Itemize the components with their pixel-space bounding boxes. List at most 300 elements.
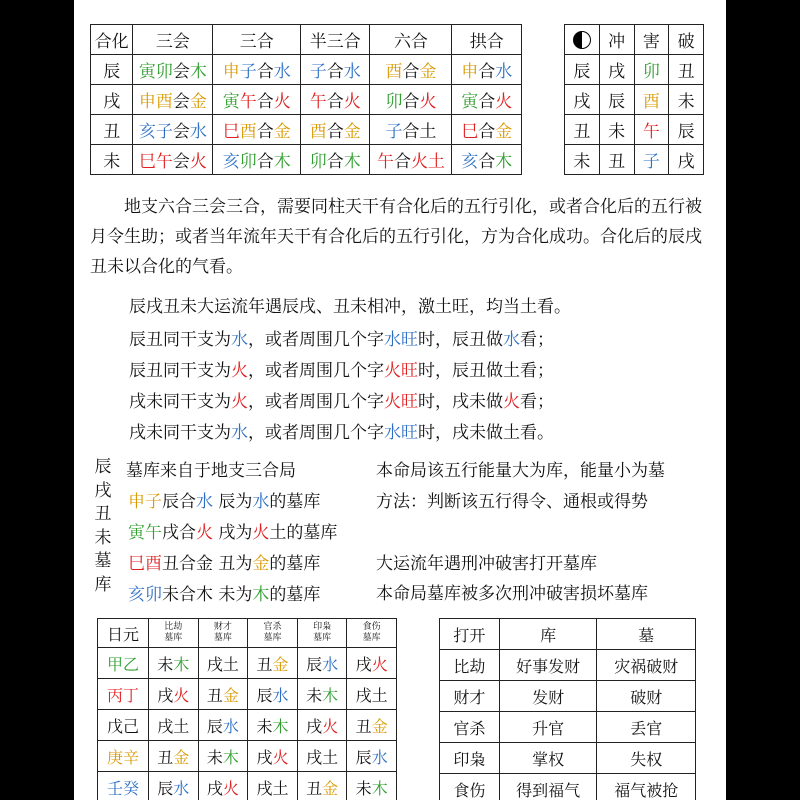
rule-line xyxy=(129,387,554,412)
he-hua-cell xyxy=(452,55,522,85)
he-hua-part: 丑 xyxy=(103,122,121,142)
he-hua-part: 会 xyxy=(172,92,190,112)
riyuan-cell xyxy=(98,772,149,800)
he-hua-cell xyxy=(91,115,133,145)
chong-row xyxy=(565,55,704,85)
chong-part: 辰 xyxy=(573,62,591,82)
chong-part: 午 xyxy=(642,122,660,142)
chong-cell xyxy=(634,115,669,145)
he-hua-cell xyxy=(300,55,370,85)
right-black-border xyxy=(726,0,800,800)
rule-part: 火旺 xyxy=(384,361,418,381)
riyuan-header-text: 墓库 xyxy=(313,633,332,643)
riyuan-part: 辰 xyxy=(256,685,273,705)
he-hua-part: 火 xyxy=(343,92,361,112)
he-hua-cell xyxy=(213,55,300,85)
riyuan-part: 甲乙 xyxy=(106,654,139,674)
he-hua-part: 火土 xyxy=(410,152,445,172)
riyuan-part: 金 xyxy=(322,778,339,798)
muku-part: 木 xyxy=(252,585,270,605)
muku-line xyxy=(128,580,320,605)
riyuan-part: 金 xyxy=(272,654,289,674)
he-hua-cell xyxy=(452,85,522,115)
riyuan-header-cell xyxy=(248,619,298,648)
rule-part: 看； xyxy=(520,392,554,412)
note-1: 本命局该五行能量大为库，能量小为墓 xyxy=(376,461,665,481)
rule-line xyxy=(129,325,554,350)
riyuan-part: 火 xyxy=(322,716,339,736)
he-hua-part: 申 xyxy=(222,62,240,82)
chong-cell xyxy=(634,85,669,115)
he-hua-part: 水 xyxy=(189,122,207,142)
he-hua-cell xyxy=(452,115,522,145)
riyuan-part: 辰 xyxy=(306,654,323,674)
riyuan-cell xyxy=(248,741,298,772)
he-hua-part: 酉 xyxy=(385,62,403,82)
he-hua-part: 酉 xyxy=(239,122,257,142)
he-hua-header-cell: 合化 xyxy=(91,25,133,55)
riyuan-row xyxy=(98,710,397,741)
riyuan-cell xyxy=(198,710,248,741)
he-hua-part: 木 xyxy=(273,152,291,172)
riyuan-header-text: 比劫 xyxy=(164,622,183,632)
he-hua-part: 合土 xyxy=(402,122,437,142)
chong-cell xyxy=(599,85,634,115)
chong-part: 未 xyxy=(677,92,695,112)
riyuan-cell xyxy=(297,710,347,741)
riyuan-cell xyxy=(149,772,199,800)
chong-cell xyxy=(669,55,704,85)
vertical-char: 辰 xyxy=(94,457,112,477)
riyuan-cell xyxy=(198,679,248,710)
chong-cell xyxy=(634,145,669,175)
he-hua-part: 亥 xyxy=(222,152,240,172)
open-row xyxy=(440,650,696,681)
he-hua-part: 午 xyxy=(239,92,257,112)
riyuan-header-cell xyxy=(198,619,248,648)
rule-part: 水旺 xyxy=(384,423,418,443)
riyuan-cell xyxy=(297,741,347,772)
yin-yang-icon xyxy=(573,31,591,49)
riyuan-cell xyxy=(347,679,397,710)
he-hua-part: 金 xyxy=(419,62,437,82)
open-cell: 破财 xyxy=(597,681,696,712)
riyuan-header-text: 财才 xyxy=(213,622,232,632)
he-hua-cell xyxy=(91,145,133,175)
he-hua-part: 卯 xyxy=(385,92,403,112)
riyuan-part: 未 xyxy=(256,716,273,736)
rule-part: 时，戌未做 xyxy=(418,392,503,412)
rule-part: 水 xyxy=(503,330,520,350)
he-hua-part: 午 xyxy=(309,92,327,112)
he-hua-part: 申 xyxy=(461,62,479,82)
riyuan-part: 戌土 xyxy=(206,654,239,674)
muku-part: 丑为 xyxy=(213,554,253,574)
chong-row xyxy=(565,115,704,145)
he-hua-row xyxy=(91,115,522,145)
he-hua-part: 水 xyxy=(495,62,513,82)
open-row xyxy=(440,743,696,774)
he-hua-part: 合 xyxy=(256,62,274,82)
he-hua-part: 火 xyxy=(495,92,513,112)
riyuan-cell xyxy=(149,741,199,772)
riyuan-part: 木 xyxy=(222,747,239,767)
he-hua-header-cell: 拱合 xyxy=(452,25,522,55)
riyuan-part: 金 xyxy=(173,747,190,767)
muku-part: 巳酉 xyxy=(128,554,162,574)
open-cell: 财才 xyxy=(440,681,500,712)
riyuan-part: 戌 xyxy=(306,716,323,736)
chong-part: 丑 xyxy=(573,122,591,142)
riyuan-cell xyxy=(297,648,347,679)
riyuan-row xyxy=(98,648,397,679)
chong-part: 丑 xyxy=(608,152,626,172)
riyuan-part: 戊己 xyxy=(106,716,139,736)
riyuan-part: 戌 xyxy=(355,654,372,674)
rule-line xyxy=(129,356,554,381)
riyuan-header-text: 墓库 xyxy=(362,633,381,643)
open-cell: 食伤 xyxy=(440,774,500,800)
vertical-label xyxy=(92,456,114,597)
riyuan-part: 木 xyxy=(272,716,289,736)
muku-part: 的墓库 xyxy=(269,554,321,574)
open-cell: 发财 xyxy=(499,681,597,712)
vertical-char: 未 xyxy=(94,527,112,548)
he-hua-part: 合 xyxy=(478,152,496,172)
he-hua-part: 合 xyxy=(326,92,344,112)
he-hua-part: 木 xyxy=(189,62,207,82)
chong-header-cell: 害 xyxy=(634,25,669,55)
muku-part: 未合木 xyxy=(162,585,213,605)
he-hua-part: 金 xyxy=(343,122,361,142)
open-cell: 失权 xyxy=(597,743,696,774)
he-hua-part: 辰 xyxy=(103,62,121,82)
note-3: 大运流年遇刑冲破害打开墓库 xyxy=(376,554,597,574)
riyuan-cell xyxy=(248,679,298,710)
vertical-char: 库 xyxy=(94,574,112,595)
chong-part: 未 xyxy=(608,122,626,142)
he-hua-part: 木 xyxy=(343,152,361,172)
he-hua-cell xyxy=(213,115,300,145)
vertical-char: 丑 xyxy=(94,504,112,524)
he-hua-part: 寅 xyxy=(222,92,240,112)
chong-cell xyxy=(565,55,600,85)
riyuan-cell xyxy=(347,772,397,800)
chong-cell xyxy=(669,85,704,115)
chong-cell xyxy=(599,55,634,85)
he-hua-part: 戌 xyxy=(103,92,121,112)
he-hua-part: 酉 xyxy=(309,122,327,142)
chong-cell xyxy=(565,115,600,145)
he-hua-cell xyxy=(133,115,213,145)
he-hua-part: 会 xyxy=(172,122,190,142)
he-hua-part: 巳 xyxy=(461,122,479,142)
he-hua-part: 子 xyxy=(309,62,327,82)
muku-line xyxy=(128,549,320,574)
he-hua-header-cell: 三会 xyxy=(133,25,213,55)
riyuan-part: 火 xyxy=(173,685,190,705)
riyuan-cell xyxy=(149,679,199,710)
he-hua-part: 火 xyxy=(273,92,291,112)
riyuan-row xyxy=(98,679,397,710)
riyuan-part: 戌土 xyxy=(355,685,388,705)
he-hua-part: 木 xyxy=(495,152,513,172)
riyuan-cell xyxy=(297,679,347,710)
he-hua-part: 合 xyxy=(326,62,344,82)
open-header-cell: 墓 xyxy=(597,619,696,650)
riyuan-part: 水 xyxy=(222,716,239,736)
chong-part: 未 xyxy=(573,152,591,172)
riyuan-part: 丑 xyxy=(206,685,223,705)
riyuan-part: 未 xyxy=(355,778,372,798)
riyuan-row xyxy=(98,741,397,772)
riyuan-row xyxy=(98,772,397,800)
he-hua-header-cell: 三合 xyxy=(213,25,300,55)
rule-part: 水旺 xyxy=(384,330,418,350)
he-hua-cell xyxy=(133,85,213,115)
riyuan-cell xyxy=(149,648,199,679)
riyuan-header-text: 官杀 xyxy=(263,622,282,632)
chong-cell xyxy=(599,115,634,145)
he-hua-part: 寅 xyxy=(461,92,479,112)
open-table xyxy=(439,618,696,800)
rule-part: 时，辰丑做土看； xyxy=(418,361,554,381)
riyuan-part: 未 xyxy=(206,747,223,767)
chong-cell xyxy=(669,115,704,145)
chong-part: 酉 xyxy=(642,92,660,112)
chong-header-cell: 冲 xyxy=(599,25,634,55)
he-hua-header-cell: 半三合 xyxy=(300,25,370,55)
riyuan-header-text: 墓库 xyxy=(164,633,183,643)
rule-part: 水 xyxy=(231,423,248,443)
riyuan-part: 丑 xyxy=(355,716,372,736)
riyuan-part: 火 xyxy=(272,747,289,767)
chong-part: 卯 xyxy=(642,62,660,82)
chong-part: 戌 xyxy=(608,62,626,82)
he-hua-part: 卯 xyxy=(239,152,257,172)
left-black-border xyxy=(0,0,74,800)
open-cell: 官杀 xyxy=(440,712,500,743)
he-hua-part: 合 xyxy=(478,62,496,82)
open-cell: 好事发财 xyxy=(499,650,597,681)
rule-part: 辰丑同干支为 xyxy=(129,361,231,381)
riyuan-part: 戌土 xyxy=(157,716,190,736)
chong-hai-po-table xyxy=(564,24,704,175)
he-hua-part: 亥 xyxy=(461,152,479,172)
muku-part: 水 xyxy=(252,492,270,512)
riyuan-cell xyxy=(98,648,149,679)
open-cell: 比劫 xyxy=(440,650,500,681)
muku-part: 辰为 xyxy=(213,492,253,512)
rule-part: 看； xyxy=(520,330,554,350)
riyuan-part: 戌 xyxy=(157,685,174,705)
he-hua-part: 合 xyxy=(256,92,274,112)
open-cell: 灾祸破财 xyxy=(597,650,696,681)
document-page xyxy=(74,0,726,800)
riyuan-part: 水 xyxy=(322,654,339,674)
he-hua-part: 火 xyxy=(189,152,207,172)
muku-part: 土的墓库 xyxy=(269,523,338,543)
open-header-cell: 库 xyxy=(499,619,597,650)
note-4: 本命局墓库被多次刑冲破害损坏墓库 xyxy=(376,584,648,604)
he-hua-part: 合 xyxy=(256,122,274,142)
muku-part: 丑合金 xyxy=(162,554,213,574)
he-hua-part: 合 xyxy=(478,92,496,112)
he-hua-part: 合 xyxy=(326,152,344,172)
riyuan-part: 辰 xyxy=(157,778,174,798)
riyuan-part: 戌 xyxy=(256,747,273,767)
riyuan-cell xyxy=(297,772,347,800)
chong-part: 辰 xyxy=(608,92,626,112)
riyuan-cell xyxy=(98,679,149,710)
he-hua-cell xyxy=(213,85,300,115)
rule-part: 火 xyxy=(503,392,520,412)
riyuan-part: 水 xyxy=(371,747,388,767)
he-hua-part: 合 xyxy=(402,92,420,112)
riyuan-part: 木 xyxy=(173,654,190,674)
he-hua-cell xyxy=(370,115,452,145)
rule-line xyxy=(129,418,554,443)
rule-part: ，或者周围几个字 xyxy=(248,361,384,381)
riyuan-part: 火 xyxy=(371,654,388,674)
he-hua-cell xyxy=(300,85,370,115)
riyuan-part: 丑 xyxy=(306,778,323,798)
chong-cell xyxy=(599,145,634,175)
muku-part: 水 xyxy=(196,492,213,512)
open-header-cell: 打开 xyxy=(440,619,500,650)
riyuan-part: 金 xyxy=(371,716,388,736)
chong-part: 戌 xyxy=(677,152,695,172)
open-row xyxy=(440,774,696,800)
muku-line xyxy=(128,487,320,512)
muku-part: 的墓库 xyxy=(269,585,321,605)
he-hua-part: 水 xyxy=(273,62,291,82)
he-hua-part: 亥子 xyxy=(138,122,173,142)
he-hua-part: 子 xyxy=(239,62,257,82)
riyuan-cell xyxy=(347,710,397,741)
riyuan-header-cell xyxy=(347,619,397,648)
he-hua-part: 申酉 xyxy=(138,92,173,112)
riyuan-cell xyxy=(149,710,199,741)
riyuan-header-text: 食伤 xyxy=(362,622,381,632)
he-hua-part: 合 xyxy=(402,62,420,82)
open-cell: 掌权 xyxy=(499,743,597,774)
riyuan-cell xyxy=(198,772,248,800)
he-hua-part: 金 xyxy=(495,122,513,142)
note-2: 方法：判断该五行得令、通根或得势 xyxy=(376,492,648,512)
he-hua-cell xyxy=(370,145,452,175)
vertical-char: 墓 xyxy=(94,551,112,571)
he-hua-cell xyxy=(213,145,300,175)
rule-part: ，或者周围几个字 xyxy=(248,392,384,412)
he-hua-part: 午 xyxy=(376,152,394,172)
riyuan-header-text: 墓库 xyxy=(213,633,232,643)
riyuan-cell xyxy=(347,648,397,679)
he-hua-table xyxy=(90,24,522,175)
open-cell: 福气被抢 xyxy=(597,774,696,800)
riyuan-part: 水 xyxy=(272,685,289,705)
muku-part: 的墓库 xyxy=(269,492,321,512)
chong-row xyxy=(565,145,704,175)
rule-part: 火旺 xyxy=(384,392,418,412)
riyuan-part: 未 xyxy=(157,654,174,674)
he-hua-part: 巳 xyxy=(222,122,240,142)
rule-part: 水 xyxy=(231,330,248,350)
he-hua-part: 会 xyxy=(172,62,190,82)
chong-cell xyxy=(565,145,600,175)
riyuan-part: 金 xyxy=(222,685,239,705)
muku-part: 火 xyxy=(252,523,270,543)
dayun-line: 辰戌丑未大运流年遇辰戌、丑未相冲，激土旺，均当土看。 xyxy=(129,297,571,317)
he-hua-row xyxy=(91,145,522,175)
he-hua-part: 子 xyxy=(385,122,403,142)
he-hua-part: 巳午 xyxy=(138,152,173,172)
rule-part: 火 xyxy=(231,392,248,412)
riyuan-header-cell xyxy=(149,619,199,648)
open-row xyxy=(440,712,696,743)
he-hua-header-cell: 六合 xyxy=(370,25,452,55)
he-hua-row xyxy=(91,55,522,85)
open-cell: 得到福气 xyxy=(499,774,597,800)
riyuan-header-text: 墓库 xyxy=(263,633,282,643)
rule-part: 戌未同干支为 xyxy=(129,423,231,443)
chong-cell xyxy=(634,55,669,85)
intro-paragraph: 地支六合三会三合，需要同柱天干有合化后的五行引化，或者合化后的五行被月令生助；或者当年流年天干有合化后的五行引化，方为合化成功。合化后的辰戌丑未以合化的气看。 xyxy=(90,197,702,277)
open-cell: 印枭 xyxy=(440,743,500,774)
muku-part: 亥卯 xyxy=(128,585,162,605)
vertical-char: 戌 xyxy=(94,480,112,501)
riyuan-header-first: 日元 xyxy=(98,619,149,648)
muku-part: 申子 xyxy=(128,492,162,512)
muku-part: 金 xyxy=(252,554,270,574)
chong-part: 戌 xyxy=(573,92,591,112)
riyuan-part: 辰 xyxy=(206,716,223,736)
open-cell: 升官 xyxy=(499,712,597,743)
riyuan-part: 木 xyxy=(322,685,339,705)
riyuan-cell xyxy=(347,741,397,772)
open-row xyxy=(440,681,696,712)
open-cell: 丢官 xyxy=(597,712,696,743)
riyuan-part: 丑 xyxy=(256,654,273,674)
muku-part: 寅午 xyxy=(128,523,162,543)
chong-row xyxy=(565,85,704,115)
muku-line xyxy=(128,518,337,543)
rule-part: 火 xyxy=(231,361,248,381)
he-hua-cell xyxy=(133,55,213,85)
he-hua-row xyxy=(91,85,522,115)
he-hua-part: 寅卯 xyxy=(138,62,173,82)
riyuan-header-row xyxy=(98,619,397,648)
he-hua-part: 卯 xyxy=(309,152,327,172)
riyuan-cell xyxy=(198,741,248,772)
chong-cell xyxy=(669,145,704,175)
he-hua-cell xyxy=(300,145,370,175)
he-hua-part: 合 xyxy=(326,122,344,142)
he-hua-cell xyxy=(300,115,370,145)
riyuan-cell xyxy=(98,710,149,741)
muku-part: 戌合 xyxy=(162,523,196,543)
open-header-row xyxy=(440,619,696,650)
he-hua-cell xyxy=(370,85,452,115)
riyuan-muku-table xyxy=(97,618,397,800)
riyuan-part: 水 xyxy=(173,778,190,798)
chong-header-row xyxy=(565,25,704,55)
he-hua-part: 未 xyxy=(103,152,121,172)
he-hua-part: 合 xyxy=(393,152,411,172)
rule-part: ，或者周围几个字 xyxy=(248,330,384,350)
he-hua-cell xyxy=(91,55,133,85)
he-hua-part: 合 xyxy=(478,122,496,142)
